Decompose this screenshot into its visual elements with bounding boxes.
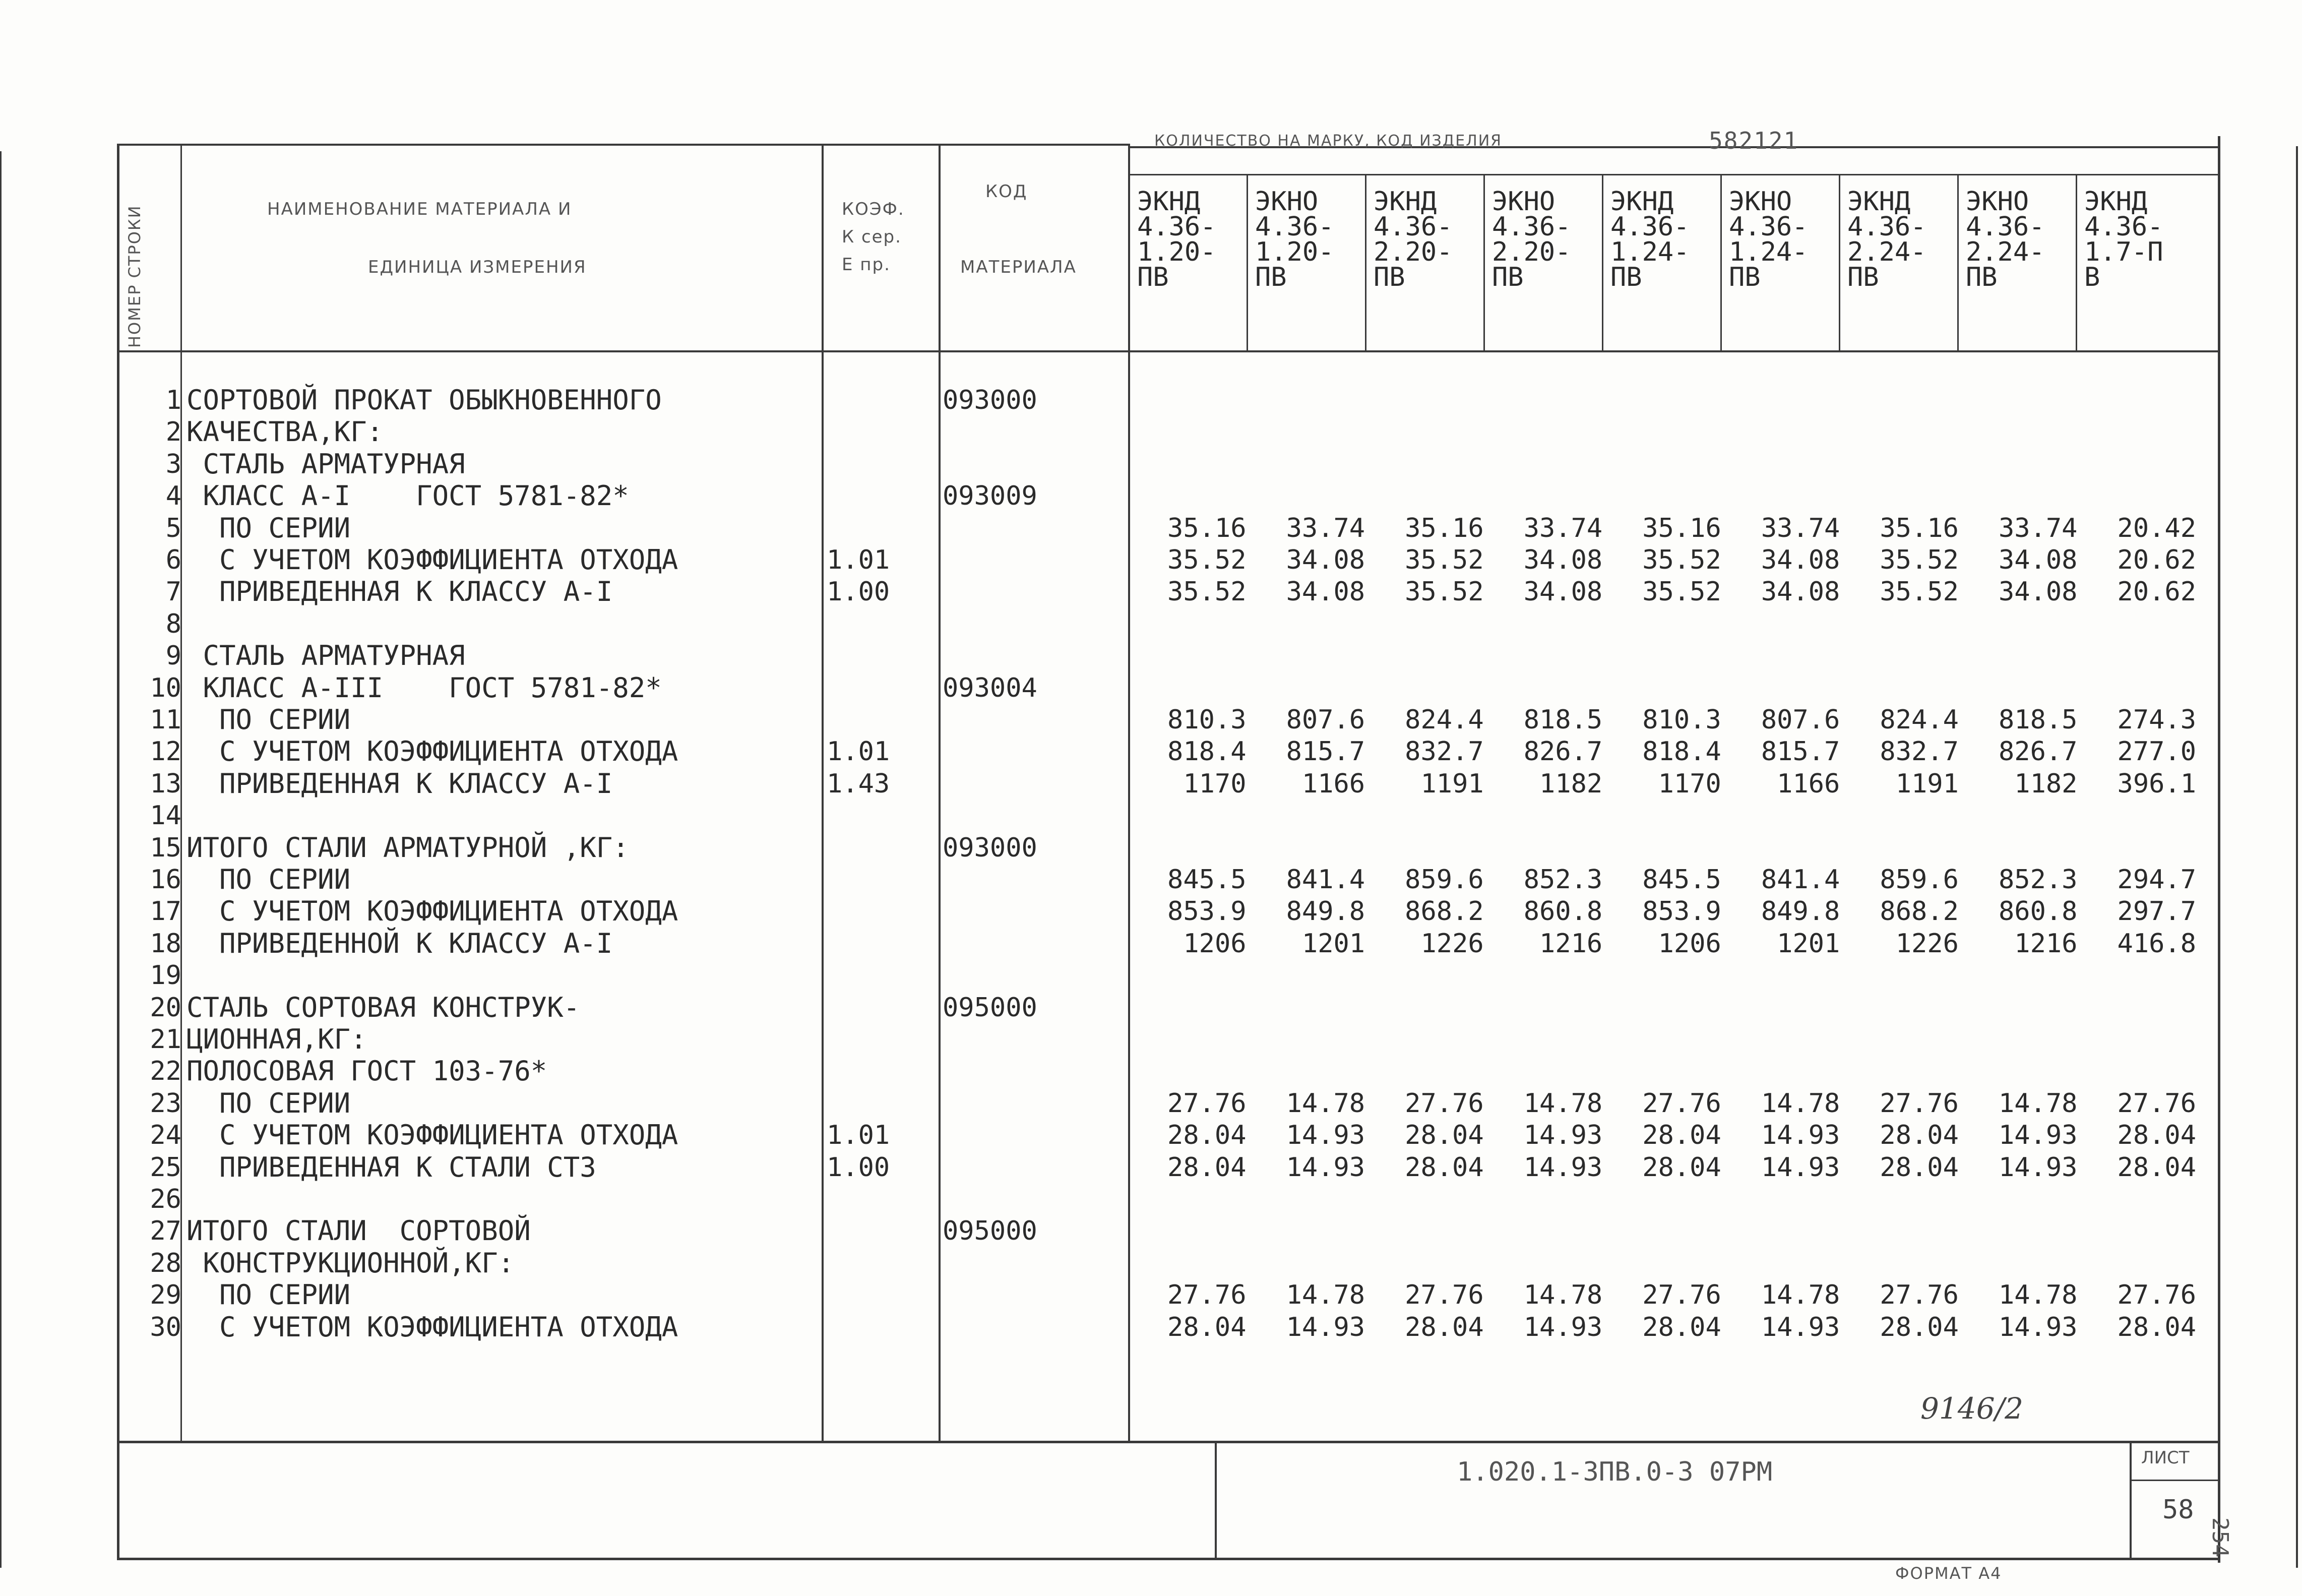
quantity-value: 807.6 <box>1286 705 1365 735</box>
footer-title-left <box>1215 1441 1217 1558</box>
material-name: ПРИВЕДЕННАЯ К СТАЛИ СТ3 <box>186 1151 596 1183</box>
quantity-value: 28.04 <box>1642 1152 1721 1183</box>
material-name: СОРТОВОЙ ПРОКАТ ОБЫКНОВЕННОГО <box>186 384 662 416</box>
quantity-value: 852.3 <box>1523 865 1603 895</box>
quantity-value: 1201 <box>1777 929 1840 959</box>
quantity-value: 28.04 <box>2117 1120 2197 1150</box>
quantity-value: 35.52 <box>1642 545 1721 575</box>
material-name: С УЧЕТОМ КОЭФФИЦИЕНТА ОТХОДА <box>186 735 678 767</box>
quantity-value: 27.76 <box>1642 1088 1721 1119</box>
quantity-value: 14.78 <box>1523 1088 1603 1119</box>
quantity-value: 14.93 <box>1523 1152 1603 1183</box>
quantity-value: 14.78 <box>1761 1280 1840 1310</box>
quantity-value: 34.08 <box>1998 545 2078 575</box>
outer-page-left-edge <box>0 151 2 1568</box>
row-number: 11 <box>150 705 181 735</box>
frame-bottom-border <box>117 1558 2220 1560</box>
quantity-value: 832.7 <box>1405 736 1484 767</box>
quantity-value: 34.08 <box>1286 577 1365 607</box>
quantity-values-row <box>1132 769 2200 799</box>
quantity-value: 14.93 <box>1761 1152 1840 1183</box>
quantity-value: 277.0 <box>2117 736 2197 767</box>
product-column-header-4: ЭКНО 4.36- 2.20- ПВ <box>1492 187 1571 292</box>
quantity-value: 33.74 <box>1523 513 1603 543</box>
quantity-value: 35.52 <box>1880 545 1959 575</box>
row-number: 23 <box>150 1088 181 1119</box>
quantity-value: 1182 <box>1539 769 1603 799</box>
quantity-values-row <box>1132 929 2200 958</box>
row-number: 7 <box>165 577 181 607</box>
material-name: ПОЛОСОВАЯ ГОСТ 103-76* <box>186 1055 547 1087</box>
material-name: КЛАСС А-III ГОСТ 5781-82* <box>186 672 662 704</box>
coefficient: 1.01 <box>827 736 890 767</box>
quantity-value: 1216 <box>2014 929 2078 959</box>
col-sep-code <box>1128 144 1130 1442</box>
quantity-value: 28.04 <box>1405 1120 1484 1150</box>
material-code: 095000 <box>943 1216 1037 1246</box>
quantity-value: 20.62 <box>2117 545 2197 575</box>
row-number: 30 <box>150 1312 181 1342</box>
row-number: 20 <box>150 993 181 1023</box>
quantity-value: 294.7 <box>2117 865 2197 895</box>
row-number: 4 <box>165 481 181 511</box>
quantity-value: 33.74 <box>1998 513 2078 543</box>
quantity-header-label: КОЛИЧЕСТВО НА МАРКУ, КОД ИЗДЕЛИЯ <box>1154 132 1503 150</box>
document-code: 1.020.1-3ПВ.0-3 07РМ <box>1457 1457 1773 1487</box>
row-number: 16 <box>150 865 181 895</box>
material-name: КЛАСС А-I ГОСТ 5781-82* <box>186 480 629 512</box>
material-name: ПО СЕРИИ <box>186 512 351 544</box>
quantity-value: 815.7 <box>1286 736 1365 767</box>
quantity-value: 1216 <box>1539 929 1603 959</box>
quantity-value: 14.78 <box>1286 1088 1365 1119</box>
col-sep-coef <box>939 144 941 1442</box>
material-name: ПО СЕРИИ <box>186 704 351 735</box>
row-number-header-label: НОМЕР СТРОКИ <box>125 205 144 348</box>
row-number: 29 <box>150 1280 181 1310</box>
header-divider <box>117 350 2220 352</box>
product-column-header-7: ЭКНД 4.36- 2.24- ПВ <box>1847 187 1926 292</box>
material-code: 093000 <box>943 385 1037 415</box>
quantity-value: 28.04 <box>1880 1120 1959 1150</box>
quantity-value: 14.93 <box>1761 1312 1840 1342</box>
quantity-value: 274.3 <box>2117 705 2197 735</box>
material-name: С УЧЕТОМ КОЭФФИЦИЕНТА ОТХОДА <box>186 1311 678 1343</box>
quantity-value: 14.78 <box>1286 1280 1365 1310</box>
quantity-value: 33.74 <box>1286 513 1365 543</box>
quantity-values-row <box>1132 577 2200 606</box>
row-number: 12 <box>150 736 181 767</box>
format-label: ФОРМАТ А4 <box>1895 1564 2002 1583</box>
quantity-value: 1206 <box>1658 929 1721 959</box>
quantity-value: 853.9 <box>1642 896 1721 927</box>
quantity-value: 818.4 <box>1167 736 1247 767</box>
sheet-label: ЛИСТ <box>2141 1448 2190 1468</box>
quantity-values-row <box>1132 1089 2200 1118</box>
quantity-value: 14.93 <box>1523 1120 1603 1150</box>
quantity-value: 27.76 <box>1880 1280 1959 1310</box>
quantity-value: 14.93 <box>1286 1152 1365 1183</box>
row-number: 24 <box>150 1120 181 1150</box>
quantity-value: 1201 <box>1301 929 1365 959</box>
quantity-value: 832.7 <box>1880 736 1959 767</box>
quantity-values-row <box>1132 705 2200 734</box>
quantity-subheader-line <box>1130 174 2220 175</box>
quantity-value: 14.93 <box>1523 1312 1603 1342</box>
material-name: ПО СЕРИИ <box>186 1087 351 1119</box>
quantity-value: 815.7 <box>1761 736 1840 767</box>
quantity-value: 35.52 <box>1642 577 1721 607</box>
quantity-value: 14.93 <box>1998 1120 2078 1150</box>
material-code: 093009 <box>943 481 1037 511</box>
name-header-line1: НАИМЕНОВАНИЕ МАТЕРИАЛА И <box>267 199 572 219</box>
quantity-value: 14.78 <box>1761 1088 1840 1119</box>
quantity-value: 28.04 <box>1167 1120 1247 1150</box>
row-number: 27 <box>150 1216 181 1246</box>
material-name: СТАЛЬ АРМАТУРНАЯ <box>186 448 465 480</box>
row-number: 14 <box>150 801 181 831</box>
quantity-value: 14.93 <box>1286 1120 1365 1150</box>
material-name: КОНСТРУКЦИОННОЙ,КГ: <box>186 1247 515 1279</box>
product-column-header-8: ЭКНО 4.36- 2.24- ПВ <box>1966 187 2045 292</box>
footer-sheet-divider <box>2130 1480 2218 1481</box>
quantity-value: 27.76 <box>2117 1088 2197 1119</box>
quantity-value: 27.76 <box>1167 1088 1247 1119</box>
coef-header-line3: Е пр. <box>842 255 891 275</box>
quantity-value: 868.2 <box>1405 896 1484 927</box>
material-code: 093000 <box>943 833 1037 863</box>
quantity-value: 27.76 <box>1880 1088 1959 1119</box>
product-column-header-3: ЭКНД 4.36- 2.20- ПВ <box>1374 187 1453 292</box>
row-number: 2 <box>165 417 181 447</box>
quantity-value: 14.78 <box>1523 1280 1603 1310</box>
material-name: ИТОГО СТАЛИ СОРТОВОЙ <box>186 1215 531 1247</box>
row-number: 19 <box>150 960 181 991</box>
quantity-value: 20.42 <box>2117 513 2197 543</box>
quantity-value: 14.93 <box>1761 1120 1840 1150</box>
material-name: С УЧЕТОМ КОЭФФИЦИЕНТА ОТХОДА <box>186 895 678 927</box>
row-number: 18 <box>150 929 181 959</box>
row-number: 25 <box>150 1152 181 1183</box>
quantity-value: 1170 <box>1658 769 1721 799</box>
quantity-values-row <box>1132 897 2200 926</box>
coefficient: 1.01 <box>827 1120 890 1150</box>
quantity-value: 841.4 <box>1761 865 1840 895</box>
quantity-value: 845.5 <box>1167 865 1247 895</box>
quantity-value: 826.7 <box>1998 736 2078 767</box>
quantity-value: 1226 <box>1895 929 1959 959</box>
coefficient: 1.01 <box>827 545 890 575</box>
row-number: 9 <box>165 641 181 671</box>
quantity-value: 807.6 <box>1761 705 1840 735</box>
quantity-value: 849.8 <box>1761 896 1840 927</box>
quantity-value: 34.08 <box>1523 545 1603 575</box>
code-header-line1: КОД <box>985 181 1028 202</box>
material-name: ПРИВЕДЕННАЯ К КЛАССУ А-I <box>186 576 613 607</box>
quantity-value: 824.4 <box>1880 705 1959 735</box>
row-number: 8 <box>165 609 181 639</box>
coefficient: 1.43 <box>827 769 890 799</box>
coefficient: 1.00 <box>827 577 890 607</box>
row-number: 5 <box>165 513 181 543</box>
row-number: 21 <box>150 1024 181 1055</box>
quantity-value: 1166 <box>1301 769 1365 799</box>
handwritten-stamp: 9146/2 <box>1920 1391 2024 1426</box>
quantity-value: 810.3 <box>1642 705 1721 735</box>
quantity-value: 14.93 <box>1998 1152 2078 1183</box>
quantity-value: 818.5 <box>1998 705 2078 735</box>
material-code: 093004 <box>943 673 1037 703</box>
quantity-value: 28.04 <box>1167 1312 1247 1342</box>
product-column-header-2: ЭКНО 4.36- 1.20- ПВ <box>1255 187 1334 292</box>
material-name: КАЧЕСТВА,КГ: <box>186 416 384 448</box>
margin-number: 254 <box>2207 1517 2233 1558</box>
quantity-values-row <box>1132 737 2200 766</box>
row-number: 15 <box>150 833 181 863</box>
quantity-values-row <box>1132 1280 2200 1310</box>
coef-header-line1: КОЭФ. <box>842 199 905 219</box>
outer-page-right-edge <box>2296 146 2298 1568</box>
quantity-value: 27.76 <box>2117 1280 2197 1310</box>
quantity-value: 34.08 <box>1998 577 2078 607</box>
quantity-values-row <box>1132 545 2200 575</box>
code-header-line2: МАТЕРИАЛА <box>960 257 1077 277</box>
quantity-value: 33.74 <box>1761 513 1840 543</box>
quantity-value: 28.04 <box>2117 1152 2197 1183</box>
quantity-values-row <box>1132 1121 2200 1150</box>
material-name: ПО СЕРИИ <box>186 1279 351 1311</box>
material-name: ЦИОННАЯ,КГ: <box>186 1023 367 1055</box>
coef-header-line2: К сер. <box>842 227 902 247</box>
quantity-value: 27.76 <box>1405 1280 1484 1310</box>
quantity-value: 28.04 <box>1642 1120 1721 1150</box>
quantity-value: 818.5 <box>1523 705 1603 735</box>
quantity-value: 824.4 <box>1405 705 1484 735</box>
quantity-value: 28.04 <box>1405 1312 1484 1342</box>
material-code: 095000 <box>943 993 1037 1023</box>
material-name: ИТОГО СТАЛИ АРМАТУРНОЙ ,КГ: <box>186 832 629 864</box>
quantity-values-row <box>1132 1313 2200 1342</box>
product-column-header-5: ЭКНД 4.36- 1.24- ПВ <box>1610 187 1690 292</box>
quantity-value: 34.08 <box>1761 577 1840 607</box>
quantity-value: 841.4 <box>1286 865 1365 895</box>
row-number-header <box>125 156 155 348</box>
quantity-value: 28.04 <box>1880 1312 1959 1342</box>
row-number: 17 <box>150 896 181 927</box>
quantity-value: 35.16 <box>1167 513 1247 543</box>
quantity-value: 14.93 <box>1998 1312 2078 1342</box>
product-column-header-1: ЭКНД 4.36- 1.20- ПВ <box>1137 187 1216 292</box>
quantity-value: 27.76 <box>1642 1280 1721 1310</box>
quantity-value: 34.08 <box>1523 577 1603 607</box>
quantity-value: 35.52 <box>1167 545 1247 575</box>
quantity-value: 868.2 <box>1880 896 1959 927</box>
name-header-line2: ЕДИНИЦА ИЗМЕРЕНИЯ <box>368 257 587 277</box>
row-number: 6 <box>165 545 181 575</box>
quantity-value: 35.16 <box>1642 513 1721 543</box>
material-name: СТАЛЬ АРМАТУРНАЯ <box>186 640 465 671</box>
quantity-values-row <box>1132 1153 2200 1182</box>
quantity-value: 14.78 <box>1998 1088 2078 1119</box>
quantity-value: 1182 <box>2014 769 2078 799</box>
frame-left-border <box>117 144 119 1560</box>
quantity-value: 27.76 <box>1167 1280 1247 1310</box>
col-sep-name <box>822 144 824 1442</box>
quantity-value: 28.04 <box>1880 1152 1959 1183</box>
quantity-value: 20.62 <box>2117 577 2197 607</box>
footer-sheet-left <box>2130 1441 2132 1558</box>
quantity-value: 810.3 <box>1167 705 1247 735</box>
quantity-value: 35.52 <box>1167 577 1247 607</box>
product-column-header-9: ЭКНД 4.36- 1.7-П В <box>2084 187 2163 292</box>
quantity-value: 28.04 <box>1642 1312 1721 1342</box>
quantity-value: 826.7 <box>1523 736 1603 767</box>
quantity-value: 396.1 <box>2117 769 2197 799</box>
quantity-value: 27.76 <box>1405 1088 1484 1119</box>
quantity-value: 35.52 <box>1405 545 1484 575</box>
quantity-value: 28.04 <box>1405 1152 1484 1183</box>
sheet-number: 58 <box>2162 1495 2194 1525</box>
quantity-value: 1226 <box>1420 929 1484 959</box>
frame-top-left <box>117 144 1130 146</box>
quantity-value: 860.8 <box>1998 896 2078 927</box>
quantity-header-code: 582121 <box>1709 127 1799 154</box>
material-name: СТАЛЬ СОРТОВАЯ КОНСТРУК- <box>186 992 580 1023</box>
quantity-value: 14.78 <box>1998 1280 2078 1310</box>
quantity-value: 853.9 <box>1167 896 1247 927</box>
coefficient: 1.00 <box>827 1152 890 1183</box>
quantity-value: 14.93 <box>1286 1312 1365 1342</box>
quantity-value: 35.52 <box>1405 577 1484 607</box>
quantity-value: 416.8 <box>2117 929 2197 959</box>
row-number: 28 <box>150 1248 181 1278</box>
row-number: 26 <box>150 1184 181 1214</box>
quantity-value: 860.8 <box>1523 896 1603 927</box>
quantity-value: 28.04 <box>2117 1312 2197 1342</box>
quantity-value: 818.4 <box>1642 736 1721 767</box>
quantity-value: 1191 <box>1895 769 1959 799</box>
quantity-value: 34.08 <box>1286 545 1365 575</box>
material-name: ПРИВЕДЕННОЙ К КЛАССУ А-I <box>186 928 613 959</box>
quantity-value: 34.08 <box>1761 545 1840 575</box>
row-number: 3 <box>165 449 181 479</box>
product-column-header-6: ЭКНО 4.36- 1.24- ПВ <box>1729 187 1808 292</box>
material-name: ПРИВЕДЕННАЯ К КЛАССУ А-I <box>186 768 613 800</box>
quantity-value: 35.52 <box>1880 577 1959 607</box>
material-name: ПО СЕРИИ <box>186 864 351 895</box>
row-number: 10 <box>150 673 181 703</box>
footer-top-line <box>117 1441 2220 1443</box>
row-number: 1 <box>165 385 181 415</box>
quantity-value: 1191 <box>1420 769 1484 799</box>
quantity-values-row <box>1132 865 2200 894</box>
material-name: С УЧЕТОМ КОЭФФИЦИЕНТА ОТХОДА <box>186 544 678 576</box>
quantity-value: 35.16 <box>1405 513 1484 543</box>
row-number: 13 <box>150 769 181 799</box>
quantity-value: 28.04 <box>1167 1152 1247 1183</box>
quantity-value: 1206 <box>1183 929 1247 959</box>
quantity-value: 849.8 <box>1286 896 1365 927</box>
quantity-value: 1166 <box>1777 769 1840 799</box>
quantity-value: 297.7 <box>2117 896 2197 927</box>
quantity-value: 845.5 <box>1642 865 1721 895</box>
quantity-value: 859.6 <box>1880 865 1959 895</box>
material-name: С УЧЕТОМ КОЭФФИЦИЕНТА ОТХОДА <box>186 1119 678 1151</box>
row-number: 22 <box>150 1056 181 1086</box>
quantity-value: 35.16 <box>1880 513 1959 543</box>
quantity-value: 852.3 <box>1998 865 2078 895</box>
quantity-values-row <box>1132 514 2200 543</box>
quantity-value: 1170 <box>1183 769 1247 799</box>
quantity-value: 859.6 <box>1405 865 1484 895</box>
